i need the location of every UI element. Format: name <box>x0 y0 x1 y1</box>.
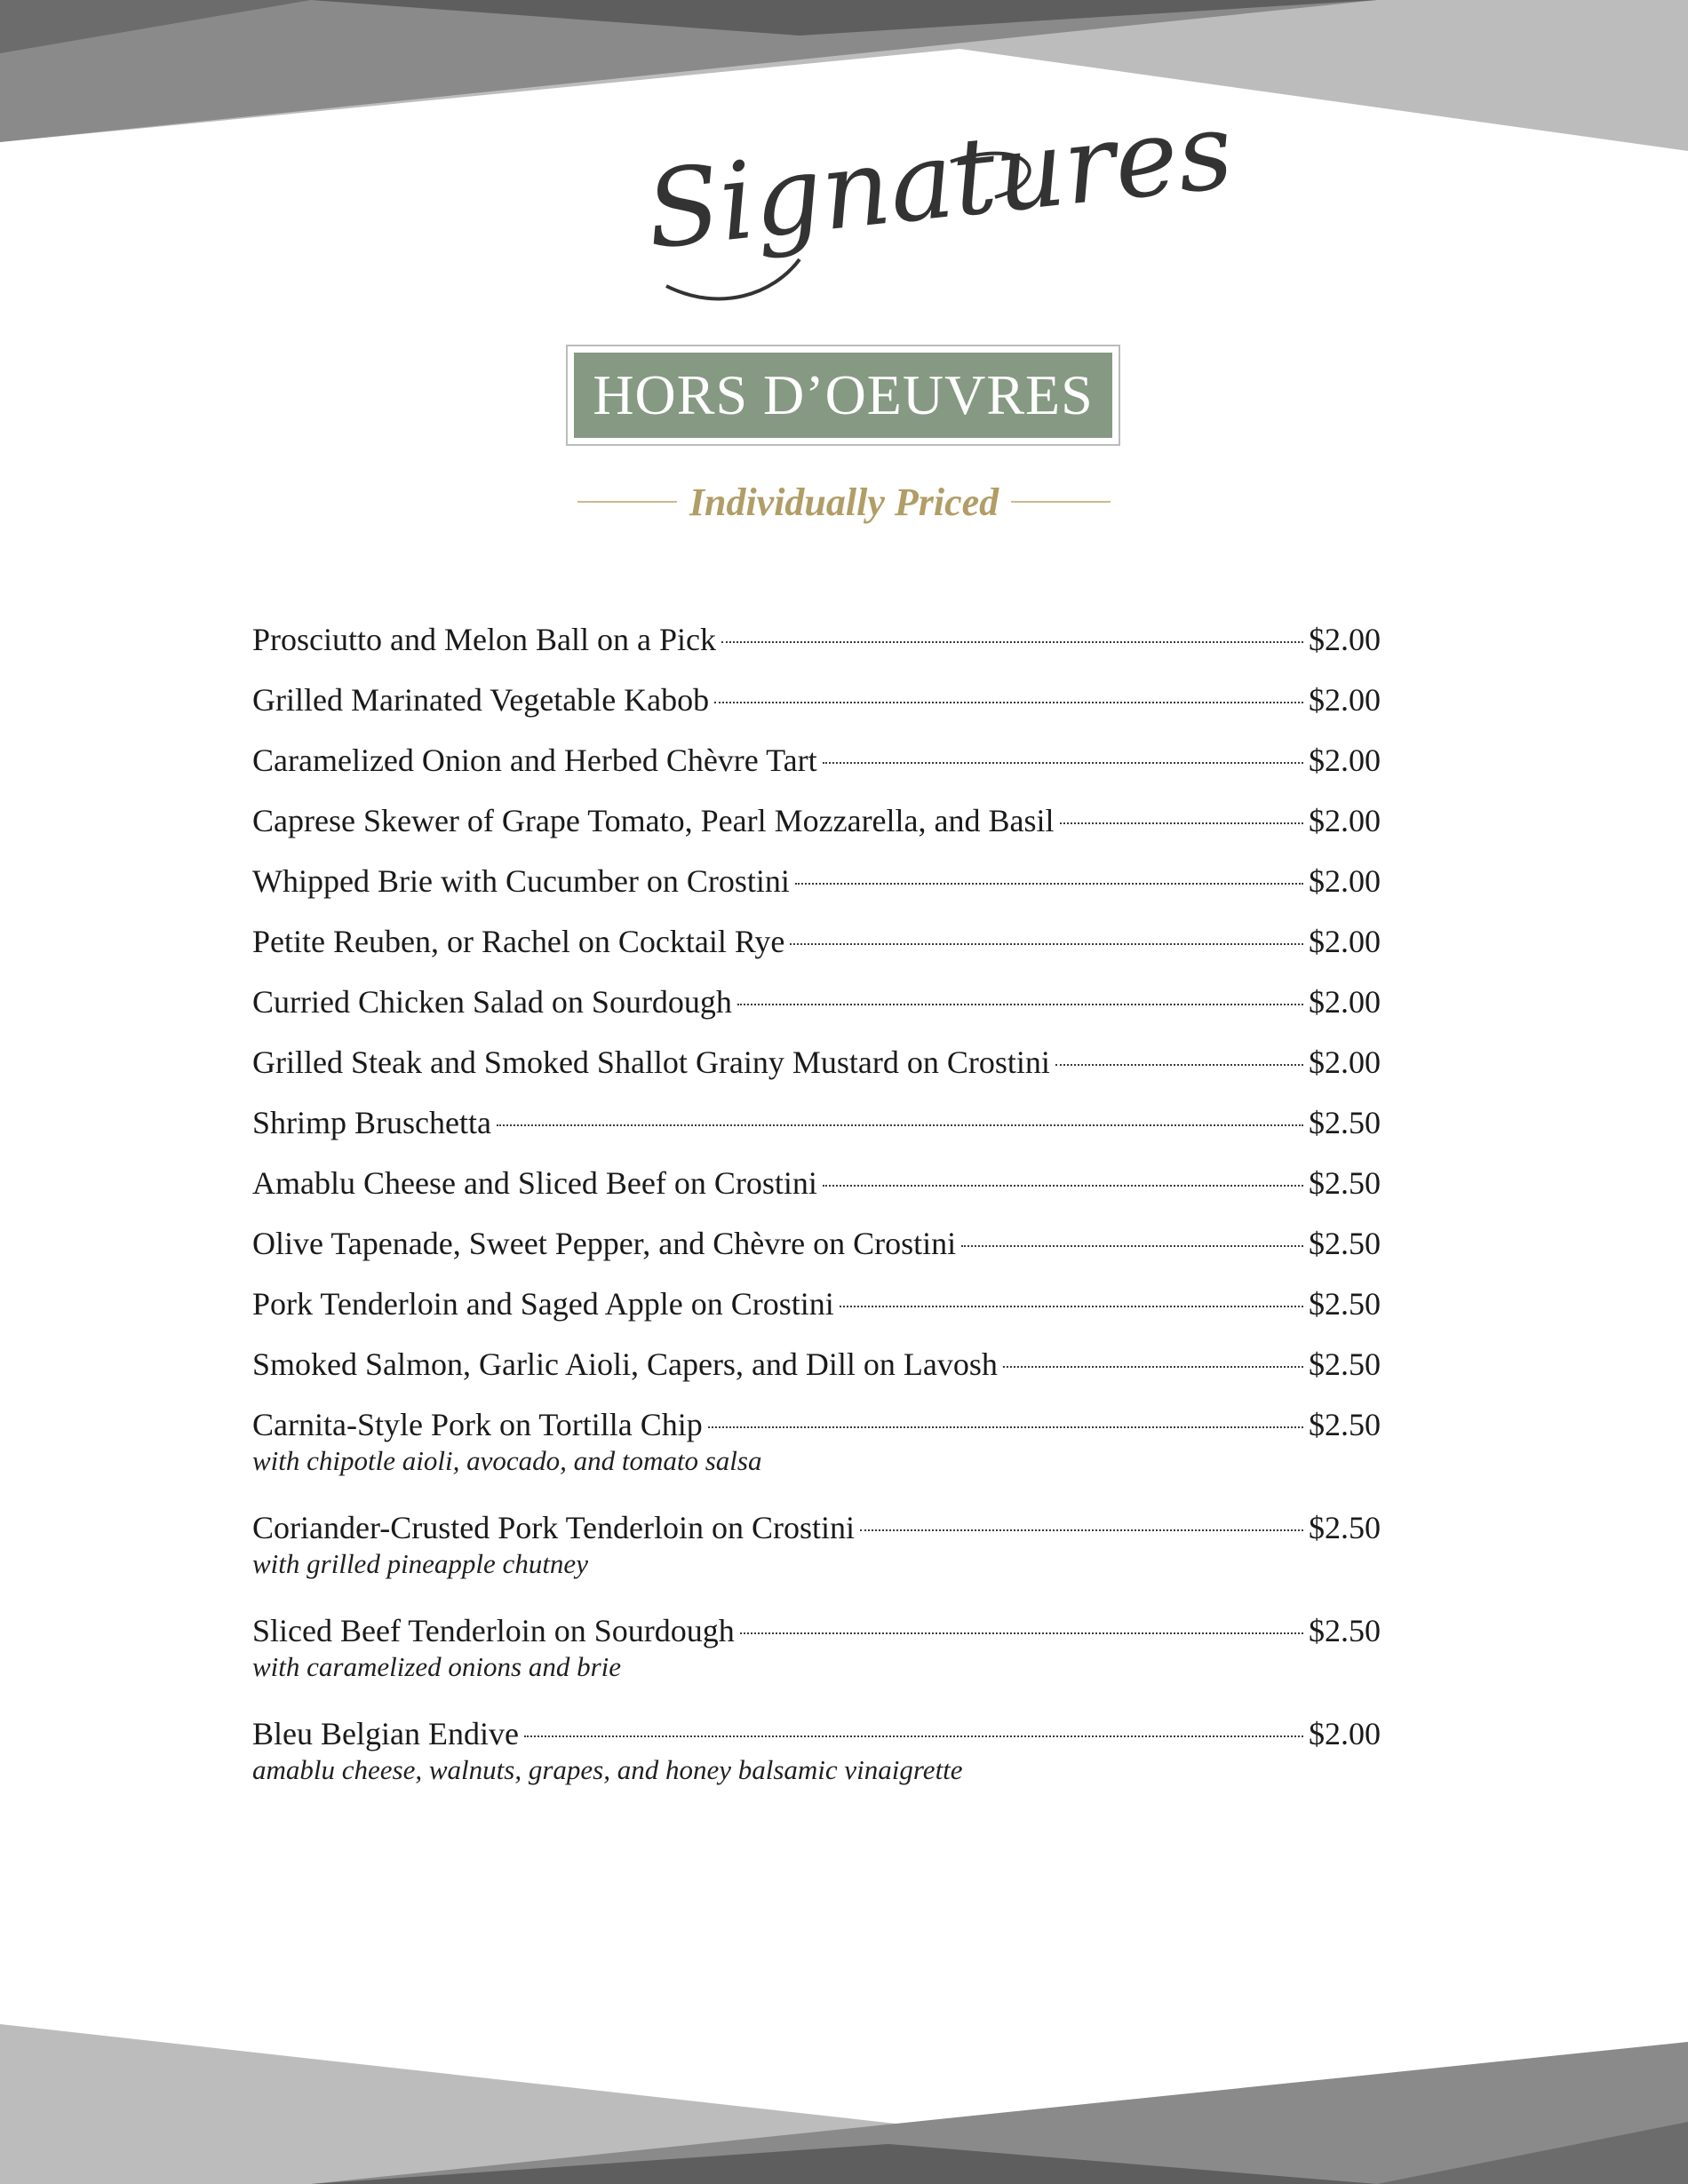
dot-leader <box>860 1529 1303 1531</box>
menu-item <box>252 972 1381 1032</box>
item-name: Caprese Skewer of Grape Tomato, Pearl Mozzarella, and Basil <box>252 803 1055 838</box>
item-price: $2.00 <box>1309 682 1381 718</box>
dot-leader <box>961 1245 1303 1247</box>
dot-leader <box>714 702 1303 703</box>
item-price: $2.00 <box>1309 863 1381 899</box>
dot-leader <box>708 1426 1303 1428</box>
menu-item <box>252 670 1381 730</box>
item-name: Pork Tenderloin and Saged Apple on Crostini <box>252 1286 834 1322</box>
item-price: $2.00 <box>1309 803 1381 838</box>
item-price: $2.50 <box>1309 1105 1381 1140</box>
item-name: Shrimp Bruschetta <box>252 1105 491 1140</box>
item-name: Bleu Belgian Endive <box>252 1716 519 1751</box>
item-description: with grilled pineapple chutney <box>252 1548 588 1579</box>
menu-item <box>252 790 1381 851</box>
item-price: $2.50 <box>1309 1226 1381 1261</box>
item-price: $2.00 <box>1309 1044 1381 1080</box>
section-title-box <box>566 345 1120 446</box>
menu-list <box>252 609 1381 1807</box>
item-name: Sliced Beef Tenderloin on Sourdough <box>252 1613 735 1648</box>
item-name: Amablu Cheese and Sliced Beef on Crostini <box>252 1165 817 1201</box>
item-description: with caramelized onions and brie <box>252 1651 622 1682</box>
menu-item <box>252 1274 1381 1334</box>
menu-item <box>252 1153 1381 1213</box>
item-price: $2.00 <box>1309 924 1381 959</box>
item-name: Prosciutto and Melon Ball on a Pick <box>252 622 716 657</box>
item-price: $2.00 <box>1309 984 1381 1020</box>
menu-item <box>252 851 1381 911</box>
menu-item <box>252 1032 1381 1092</box>
dot-leader <box>737 1004 1303 1005</box>
dot-leader <box>1003 1366 1303 1368</box>
section-title: HORS D’OEUVRES <box>574 353 1112 438</box>
item-price: $2.50 <box>1309 1286 1381 1322</box>
dot-leader <box>497 1124 1303 1126</box>
item-name: Grilled Marinated Vegetable Kabob <box>252 682 710 718</box>
item-name: Caramelized Onion and Herbed Chèvre Tart <box>252 743 817 778</box>
bottom-decorative-band <box>0 2024 1688 2184</box>
menu-item <box>252 1394 1381 1497</box>
item-price: $2.00 <box>1309 1716 1381 1751</box>
dot-leader <box>790 943 1303 945</box>
item-price: $2.00 <box>1309 622 1381 657</box>
menu-item <box>252 609 1381 670</box>
item-name: Petite Reuben, or Rachel on Cocktail Rye <box>252 924 785 959</box>
dot-leader <box>1060 822 1304 824</box>
signatures-logo <box>613 82 1238 330</box>
menu-item <box>252 911 1381 972</box>
item-price: $2.50 <box>1309 1346 1381 1382</box>
item-price: $2.50 <box>1309 1510 1381 1545</box>
section-subtitle: Individually Priced <box>689 480 999 524</box>
dot-leader <box>721 641 1303 643</box>
menu-item <box>252 1497 1381 1600</box>
item-name: Curried Chicken Salad on Sourdough <box>252 984 732 1020</box>
item-price: $2.00 <box>1309 743 1381 778</box>
dot-leader <box>795 883 1303 885</box>
menu-item <box>252 1213 1381 1274</box>
logo-script-text: Signatures <box>641 89 1238 274</box>
item-name: Grilled Steak and Smoked Shallot Grainy Mustard on Crostini <box>252 1044 1050 1080</box>
item-price: $2.50 <box>1309 1407 1381 1442</box>
item-price: $2.50 <box>1309 1165 1381 1201</box>
dot-leader <box>823 762 1303 764</box>
subtitle-rule-right <box>1011 501 1111 503</box>
menu-item <box>252 1092 1381 1153</box>
item-name: Coriander-Crusted Pork Tenderloin on Crostini <box>252 1510 856 1545</box>
item-name: Whipped Brie with Cucumber on Crostini <box>252 863 790 899</box>
item-name: Carnita-Style Pork on Tortilla Chip <box>252 1407 703 1442</box>
dot-leader <box>840 1306 1303 1307</box>
menu-item <box>252 1600 1381 1704</box>
subtitle-rule-left <box>577 501 677 503</box>
item-price: $2.50 <box>1309 1613 1381 1648</box>
item-name: Smoked Salmon, Garlic Aioli, Capers, and Dill on Lavosh <box>252 1346 998 1382</box>
dot-leader <box>823 1185 1303 1187</box>
dot-leader <box>740 1632 1303 1634</box>
section-subtitle-row <box>576 473 1112 530</box>
item-description: amablu cheese, walnuts, grapes, and honey balsamic vinaigrette <box>252 1754 963 1785</box>
menu-item <box>252 1334 1381 1394</box>
dot-leader <box>524 1735 1303 1737</box>
menu-item <box>252 1704 1381 1807</box>
item-name: Olive Tapenade, Sweet Pepper, and Chèvre on Crostini <box>252 1226 957 1261</box>
item-description: with chipotle aioli, avocado, and tomato salsa <box>252 1445 762 1476</box>
menu-item <box>252 730 1381 790</box>
dot-leader <box>1055 1064 1303 1066</box>
